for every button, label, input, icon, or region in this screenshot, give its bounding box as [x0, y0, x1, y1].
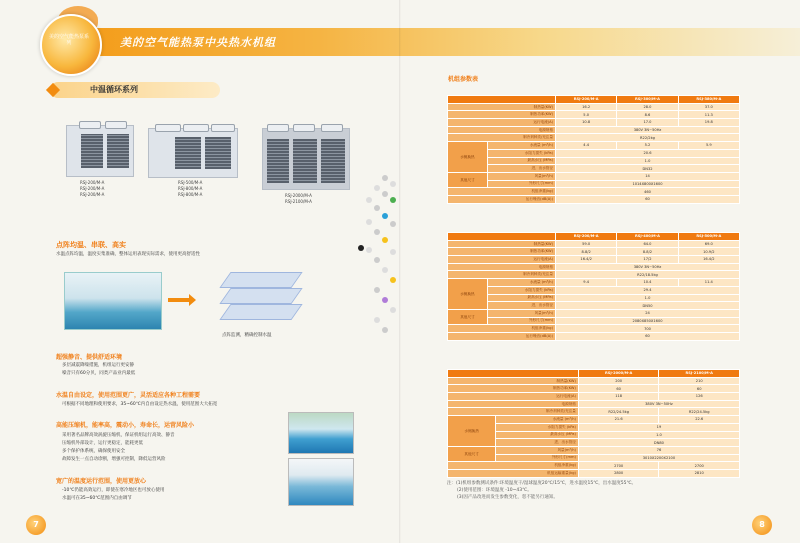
- fan-cover: [267, 124, 289, 132]
- spec-value-cell: 2800: [578, 469, 659, 477]
- dot-icon: [358, 245, 364, 251]
- spec-row: [448, 111, 740, 119]
- spec-value-cell: 59.0: [556, 240, 617, 248]
- spec-value-cell: 28.0: [617, 103, 678, 111]
- spec-value-cell: 20.6: [556, 149, 740, 157]
- model-name: RSJ-500/M-A: [178, 180, 203, 185]
- model-name: RSJ-2100/M-A: [285, 199, 312, 204]
- model-header-cell: RSJ-380/M-A: [678, 96, 739, 104]
- footnote-line: (3)因产品改进而发生参数变化，恕不能另行通知。: [457, 495, 558, 500]
- spec-label-cell: 制热功率(KW): [448, 111, 556, 119]
- model-name: RSJ-800/M-A: [178, 192, 203, 197]
- spec-label-cell: 运行噪音(dB(A)): [448, 332, 556, 340]
- spec-value-cell: R22/24.5kg: [659, 408, 740, 416]
- bullet-item: 多层减震降噪措施，机组运行更安静: [62, 363, 134, 368]
- spec-value-cell: 10.4: [617, 279, 678, 287]
- spec-value-cell: 29.4: [556, 286, 740, 294]
- unit-grille: [321, 139, 345, 183]
- spec-value-cell: 10.8: [556, 119, 617, 127]
- spec-header-cell: [448, 233, 556, 241]
- water-layer: [219, 288, 302, 304]
- bullet-item: -10℃仍能高效运行，即使在寒冷地区也可放心使用: [62, 488, 165, 493]
- bullet-item: 水温可在35~60℃范围内自由调节: [62, 496, 132, 501]
- spec-value-cell: 8.8/2: [617, 248, 678, 256]
- outdoor-pool-photo: [288, 412, 354, 454]
- spec-header-cell: [448, 96, 556, 104]
- model-list-1: [80, 180, 104, 198]
- spec-row: [448, 149, 740, 157]
- spec-value-cell: 24: [556, 309, 740, 317]
- spec-value-cell: 17/2: [617, 256, 678, 264]
- spec-row: [448, 126, 740, 134]
- model-header-cell: RSJ-300/M-A: [617, 96, 678, 104]
- spec-row: [448, 294, 740, 302]
- unit-grille: [293, 139, 317, 183]
- spec-group-cell: 水侧换热: [448, 279, 488, 310]
- spec-row: [448, 302, 740, 310]
- spec-label-cell: 风量(m³/h): [487, 172, 555, 180]
- spec-value-cell: 11.3: [678, 111, 739, 119]
- spec-label-cell: 外形尺寸(mm): [496, 454, 579, 462]
- unit-grille: [81, 134, 103, 168]
- spec-label-cell: 水流量 (m³/h): [496, 416, 579, 424]
- spec-row: [448, 469, 740, 477]
- bullet-item: 噪音只有60分贝，同类产品业内最低: [62, 371, 136, 376]
- spec-value-cell: 118: [578, 393, 659, 401]
- spec-value-cell: 200: [578, 377, 659, 385]
- spec-value-cell: 11.4: [678, 279, 739, 287]
- fan-cover: [155, 124, 181, 132]
- spec-value-cell: 16.2: [556, 103, 617, 111]
- spec-row: [448, 157, 740, 165]
- bullet-item: 压缩机外部设计，运行更稳定，能耗更低: [62, 441, 143, 446]
- spec-value-cell: DN80: [578, 439, 739, 447]
- spec-value-cell: 210: [659, 377, 740, 385]
- product-image-unit-1: [66, 125, 134, 177]
- spec-table-1: [447, 95, 740, 204]
- spec-label-cell: 风量(m³/h): [487, 309, 555, 317]
- spec-table-3: [447, 369, 740, 478]
- dot-icon: [374, 229, 380, 235]
- footnote-line: (2)使用范围：环境温度 -10~43℃。: [457, 488, 532, 493]
- model-header-cell: RSJ-200/M-A: [556, 233, 617, 241]
- spec-row: [448, 103, 740, 111]
- spec-label-cell: 制热量(KW): [448, 240, 556, 248]
- spec-label-cell: 制冷剂种类/充注量: [448, 134, 556, 142]
- unit-grille: [175, 137, 201, 169]
- spec-value-cell: 380V 3N~50Hz: [556, 126, 740, 134]
- spec-value-cell: 1014X800X1600: [556, 180, 740, 188]
- dot-icon: [382, 267, 388, 273]
- layered-water-diagram: [205, 266, 315, 336]
- water-layer: [219, 272, 302, 288]
- dot-icon: [382, 237, 388, 243]
- spec-value-cell: 5.0: [556, 111, 617, 119]
- dot-icon: [382, 175, 388, 181]
- spec-value-cell: 380V 3N~50Hz: [578, 400, 739, 408]
- fan-cover: [211, 124, 235, 132]
- dot-icon: [390, 181, 396, 187]
- spec-value-cell: 1.0: [556, 157, 740, 165]
- spec-value-cell: 126: [659, 393, 740, 401]
- spec-value-cell: R22/18.5kg: [556, 271, 740, 279]
- bullet-heading: 水温自由设定，使用范围更广，灵活适应各种工程需要: [56, 392, 201, 399]
- model-name: RSJ-200/M-A: [80, 192, 105, 197]
- unit-grille: [107, 134, 129, 168]
- spec-label-cell: 风量(m³/h): [496, 446, 579, 454]
- spec-value-cell: 460: [556, 188, 740, 196]
- spec-value-cell: 4.4: [556, 142, 617, 150]
- spec-label-cell: 水流量 (m³/h): [487, 279, 555, 287]
- spec-label-cell: 运行电流(A): [448, 393, 579, 401]
- water-layer: [219, 304, 302, 320]
- spec-label-cell: 机组净重(kg): [448, 188, 556, 196]
- spec-label-cell: 制热量(KW): [448, 103, 556, 111]
- spec-group-cell: 其他尺寸: [448, 172, 488, 187]
- dot-icon: [390, 197, 396, 203]
- model-header-cell: RSJ-2000/M-A: [578, 370, 659, 378]
- bullet-item: 采用著名品牌高效涡旋压缩机，保证机组运行高效、静音: [62, 433, 175, 438]
- spec-value-cell: 5.9: [678, 142, 739, 150]
- spec-row: [448, 248, 740, 256]
- spec-value-cell: 22.6: [659, 416, 740, 424]
- model-header-cell: RSJ-500/M-A: [678, 233, 739, 241]
- spec-value-cell: R22/2kg: [556, 134, 740, 142]
- spec-table-2: [447, 232, 740, 341]
- spec-value-cell: 3010X2200X2100: [578, 454, 739, 462]
- spec-label-cell: 进、出水管径: [496, 439, 579, 447]
- feature-text: 水温点阵均温，温度实集准确，整体运用表现实际需求，使用更高舒适性: [56, 252, 200, 257]
- spec-label-cell: 运行噪音(dB(A)): [448, 195, 556, 203]
- spec-row: [448, 195, 740, 203]
- spec-label-cell: 电源规格: [448, 126, 556, 134]
- spec-value-cell: 1.0: [578, 431, 739, 439]
- spec-row: [448, 393, 740, 401]
- spec-value-cell: 60: [659, 385, 740, 393]
- spec-value-cell: 14: [556, 172, 740, 180]
- spec-value-cell: 69.0: [678, 240, 739, 248]
- spec-label-cell: 水阻力损失 (kPa): [487, 286, 555, 294]
- spec-label-cell: 制冷剂种类/充注量: [448, 408, 579, 416]
- logo-text: 美的空气能热泵系列: [49, 34, 90, 46]
- model-header-cell: RSJ-400/M-A: [617, 233, 678, 241]
- spec-value-cell: 19: [578, 423, 739, 431]
- model-list-3: [285, 193, 312, 205]
- spec-label-cell: 制热功率(KW): [448, 385, 579, 393]
- spec-header-cell: [448, 370, 579, 378]
- model-name: RSJ-200/M-A: [80, 186, 105, 191]
- dot-icon: [390, 249, 396, 255]
- spec-row: [448, 309, 740, 317]
- spec-row: [448, 400, 740, 408]
- spec-value-cell: 60: [578, 385, 659, 393]
- arrow-right-icon: [168, 298, 190, 302]
- spec-row: [448, 279, 740, 287]
- spec-value-cell: 60: [556, 195, 740, 203]
- dot-icon: [374, 205, 380, 211]
- spec-label-cell: 水阻力损失 (kPa): [487, 149, 555, 157]
- spec-value-cell: 2810: [659, 469, 740, 477]
- model-name: RSJ-200/M-A: [80, 180, 105, 185]
- model-header-cell: RSJ-2100/M-A: [659, 370, 740, 378]
- spec-value-cell: 37.0: [678, 103, 739, 111]
- spec-row: [448, 462, 740, 470]
- spec-value-cell: 2700: [659, 462, 740, 470]
- bullet-item: 故障发生一点自动诊断，增强可控制，降低运营风险: [62, 457, 166, 462]
- spec-label-cell: 进、出水管径: [487, 165, 555, 173]
- dot-icon: [390, 307, 396, 313]
- fan-cover: [183, 124, 209, 132]
- page-number-right: 8: [752, 515, 772, 535]
- spec-label-cell: 机组净重(kg): [448, 462, 579, 470]
- dot-icon: [366, 197, 372, 203]
- model-header-cell: RSJ-200/M-A: [556, 96, 617, 104]
- dot-icon: [382, 213, 388, 219]
- dot-icon: [374, 257, 380, 263]
- spec-label-cell: 运行电流(A): [448, 119, 556, 127]
- spec-label-cell: 外形尺寸(mm): [487, 180, 555, 188]
- bullet-item: 可根据不同地理和使用要求，35~60℃内自由设定热水温，使用范围大大拓宽: [62, 402, 218, 407]
- indoor-pool-photo: [288, 458, 354, 506]
- spec-row: [448, 263, 740, 271]
- bullet-item: 多个保护体系统，确保使用安全: [62, 449, 125, 454]
- page-number-left: 7: [26, 515, 46, 535]
- footnote-line: 注：(1)机组参数测试条件:环境温度干/湿球温度20℃/15℃，进水温度15℃，出水温度55℃。: [447, 481, 637, 486]
- param-table-title: 机组参数表: [448, 76, 479, 83]
- spec-value-cell: 19.8: [678, 119, 739, 127]
- spec-row: [448, 385, 740, 393]
- spec-group-cell: 其他尺寸: [448, 446, 496, 461]
- spec-value-cell: 64.0: [617, 240, 678, 248]
- spec-row: [448, 416, 740, 424]
- product-image-unit-3: [262, 128, 350, 190]
- model-list-2: [178, 180, 202, 198]
- bullet-heading: 高能压缩机，能率高，震动小，寿命长，运营风险小: [56, 422, 195, 429]
- spec-label-cell: 进、出水管径: [487, 302, 555, 310]
- spec-value-cell: 2700: [578, 462, 659, 470]
- spec-value-cell: 10.9/2: [678, 248, 739, 256]
- dot-icon: [374, 287, 380, 293]
- spec-row: [448, 377, 740, 385]
- footnotes: [447, 480, 636, 501]
- dot-icon: [382, 327, 388, 333]
- spec-group-cell: 水侧换热: [448, 416, 496, 447]
- spec-value-cell: 76: [578, 446, 739, 454]
- fan-cover: [105, 121, 127, 129]
- spec-label-cell: 最高水压 (MPa): [487, 157, 555, 165]
- section-title: 中温循环系列: [90, 85, 138, 94]
- spec-header-row: [448, 370, 740, 378]
- spec-row: [448, 240, 740, 248]
- spec-label-cell: 运行电流(A): [448, 256, 556, 264]
- spec-label-cell: 外形尺寸(mm): [487, 317, 555, 325]
- spec-group-cell: 水侧换热: [448, 142, 488, 173]
- spec-value-cell: 5.2: [617, 142, 678, 150]
- spec-group-cell: 其他尺寸: [448, 309, 488, 324]
- decorative-dot-grid: [352, 175, 412, 345]
- spec-label-cell: 制冷剂种类/充注量: [448, 271, 556, 279]
- dot-icon: [382, 297, 388, 303]
- fan-cover: [293, 124, 315, 132]
- spec-label-cell: 水阻力损失 (kPa): [496, 423, 579, 431]
- unit-grille: [267, 139, 289, 183]
- spec-row: [448, 408, 740, 416]
- product-image-unit-2: [148, 128, 238, 178]
- spec-label-cell: 制热功率(KW): [448, 248, 556, 256]
- bullet-heading: 超强静音、提供舒适环境: [56, 354, 123, 361]
- spec-row: [448, 271, 740, 279]
- spec-value-cell: 1.0: [556, 294, 740, 302]
- dot-icon: [390, 221, 396, 227]
- spec-row: [448, 142, 740, 150]
- dot-icon: [374, 185, 380, 191]
- spec-value-cell: 21.6: [578, 416, 659, 424]
- fan-cover: [79, 121, 101, 129]
- spec-value-cell: 8.6: [617, 111, 678, 119]
- bullet-heading: 宽广的温度运行范围，使用更放心: [56, 478, 147, 485]
- spec-value-cell: 16.4/2: [556, 256, 617, 264]
- dot-icon: [366, 247, 372, 253]
- spec-label-cell: 水流量 (m³/h): [487, 142, 555, 150]
- spec-value-cell: 380V 3N~50Hz: [556, 263, 740, 271]
- spec-value-cell: DN32: [556, 165, 740, 173]
- spec-row: [448, 446, 740, 454]
- dot-icon: [366, 219, 372, 225]
- dot-icon: [382, 191, 388, 197]
- spec-value-cell: 9.4: [556, 279, 617, 287]
- dot-icon: [374, 317, 380, 323]
- feature-heading: 点阵均温、串联、高实: [56, 241, 126, 249]
- header-title: 美的空气能热泵中央热水机组: [120, 36, 276, 49]
- spec-row: [448, 325, 740, 333]
- fan-cover: [321, 124, 343, 132]
- spec-value-cell: 2080X850X1600: [556, 317, 740, 325]
- spec-label-cell: 机组净重(kg): [448, 325, 556, 333]
- spec-value-cell: 700: [556, 325, 740, 333]
- spec-label-cell: 电源规格: [448, 400, 579, 408]
- spec-row: [448, 256, 740, 264]
- spec-row: [448, 119, 740, 127]
- spec-value-cell: 17.0: [617, 119, 678, 127]
- model-name: RSJ-800/M-A: [178, 186, 203, 191]
- spec-label-cell: 机组运输重量(kg): [448, 469, 579, 477]
- spec-label-cell: 电源规格: [448, 263, 556, 271]
- spec-value-cell: 8.8/2: [556, 248, 617, 256]
- spec-value-cell: DN50: [556, 302, 740, 310]
- spec-row: [448, 332, 740, 340]
- unit-grille: [205, 137, 231, 169]
- indoor-pool-image: [64, 272, 162, 330]
- spec-header-row: [448, 96, 740, 104]
- spec-label-cell: 最高水压 (MPa): [496, 431, 579, 439]
- dot-icon: [390, 277, 396, 283]
- model-name: RSJ-2000/M-A: [285, 193, 312, 198]
- diagram-caption: 点阵监测，精确控制水温: [222, 333, 272, 338]
- spec-row: [448, 180, 740, 188]
- spec-row: [448, 188, 740, 196]
- spec-row: [448, 172, 740, 180]
- spec-label-cell: 最高水压 (MPa): [487, 294, 555, 302]
- spec-label-cell: 制热量(KW): [448, 377, 579, 385]
- spec-row: [448, 165, 740, 173]
- spec-row: [448, 286, 740, 294]
- spec-row: [448, 317, 740, 325]
- spec-header-row: [448, 233, 740, 241]
- spec-value-cell: R22/24.5kg: [578, 408, 659, 416]
- spec-value-cell: 60: [556, 332, 740, 340]
- spec-value-cell: 16.4/2: [678, 256, 739, 264]
- spec-row: [448, 134, 740, 142]
